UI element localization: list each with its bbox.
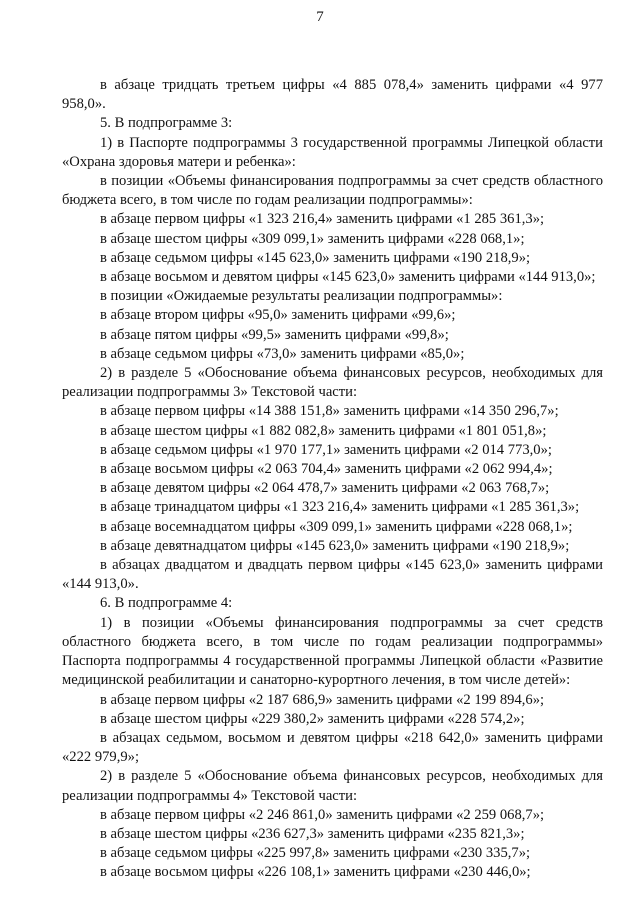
paragraph: в позиции «Ожидаемые результаты реализации подпрограммы»:	[100, 288, 503, 305]
paragraph: в абзаце первом цифры «2 246 861,0» заменить цифрами «2 259 068,7»;	[100, 806, 545, 823]
paragraph: в абзаце тридцать третьем цифры «4 885 078,4» заменить цифрами «4 977 958,0».	[62, 77, 603, 113]
paragraph: в абзацах седьмом, восьмом и девятом цифры «218 642,0» заменить цифрами «222 979,9»;	[62, 729, 603, 766]
paragraph: в абзаце шестом цифры «309 099,1» заменить цифрами «228 068,1»;	[100, 230, 525, 247]
paragraph: 2) в разделе 5 «Обоснование объема финансовых ресурсов, необходимых для реализации подпрограммы 3» Текстовой части:	[62, 365, 603, 401]
page-number: 7	[316, 9, 324, 25]
paragraph: в абзаце восьмом цифры «226 108,1» заменить цифрами «230 446,0»;	[100, 864, 531, 881]
section-heading: 6. В подпрограмме 4:	[100, 595, 233, 612]
paragraph: в абзаце шестом цифры «1 882 082,8» заменить цифрами «1 801 051,8»;	[100, 422, 547, 439]
paragraph: в абзаце первом цифры «14 388 151,8» заменить цифрами «14 350 296,7»;	[100, 403, 559, 420]
paragraph: в абзацах двадцатом и двадцать первом цифры «145 623,0» заменить цифрами «144 913,0».	[62, 557, 603, 593]
paragraph: в абзаце шестом цифры «236 627,3» заменить цифрами «235 821,3»;	[100, 825, 525, 842]
paragraph: в абзаце седьмом цифры «1 970 177,1» заменить цифрами «2 014 773,0»;	[100, 441, 552, 458]
document-body	[62, 76, 603, 883]
paragraph: в абзаце восьмом и девятом цифры «145 623,0» заменить цифрами «144 913,0»;	[100, 269, 596, 286]
paragraph: в абзаце девятом цифры «2 064 478,7» заменить цифрами «2 063 768,7»;	[100, 480, 550, 497]
paragraph: в позиции «Объемы финансирования подпрограммы за счет средств областного бюджета всего, в том числе по годам реализации подпрограммы»:	[62, 173, 603, 209]
section-heading: 5. В подпрограмме 3:	[100, 115, 233, 132]
paragraph: 1) в позиции «Объемы финансирования подпрограммы за счет средств областного бюджета всего, в том числе по годам реализации подпрограммы» Паспорта подпрограммы 4 государственной программы Липецкой области «Развитие медицинской реабилитации и санаторно-курортного лечения, в том числе детей»:	[62, 614, 603, 689]
paragraph: в абзаце шестом цифры «229 380,2» заменить цифрами «228 574,2»;	[100, 710, 525, 727]
paragraph: в абзаце восьмом цифры «2 063 704,4» заменить цифрами «2 062 994,4»;	[100, 461, 553, 478]
paragraph: в абзаце седьмом цифры «145 623,0» заменить цифрами «190 218,9»;	[100, 249, 531, 266]
paragraph: в абзаце тринадцатом цифры «1 323 216,4» заменить цифрами «1 285 361,3»;	[100, 499, 580, 516]
paragraph: в абзаце девятнадцатом цифры «145 623,0» заменить цифрами «190 218,9»;	[100, 537, 570, 554]
paragraph: в абзаце седьмом цифры «73,0» заменить цифрами «85,0»;	[100, 345, 465, 362]
paragraph: в абзаце первом цифры «1 323 216,4» заменить цифрами «1 285 361,3»;	[100, 211, 545, 228]
paragraph: в абзаце втором цифры «95,0» заменить цифрами «99,6»;	[100, 307, 456, 324]
paragraph: в абзаце пятом цифры «99,5» заменить цифрами «99,8»;	[100, 326, 449, 343]
paragraph: в абзаце седьмом цифры «225 997,8» заменить цифрами «230 335,7»;	[100, 845, 531, 862]
paragraph: в абзаце восемнадцатом цифры «309 099,1» заменить цифрами «228 068,1»;	[100, 518, 573, 535]
paragraph: в абзаце первом цифры «2 187 686,9» заменить цифрами «2 199 894,6»;	[100, 691, 545, 708]
paragraph: 1) в Паспорте подпрограммы 3 государственной программы Липецкой области «Охрана здоровья матери и ребенка»:	[62, 134, 603, 170]
paragraph: 2) в разделе 5 «Обоснование объема финансовых ресурсов, необходимых для реализации подпрограммы 4» Текстовой части:	[62, 768, 603, 804]
